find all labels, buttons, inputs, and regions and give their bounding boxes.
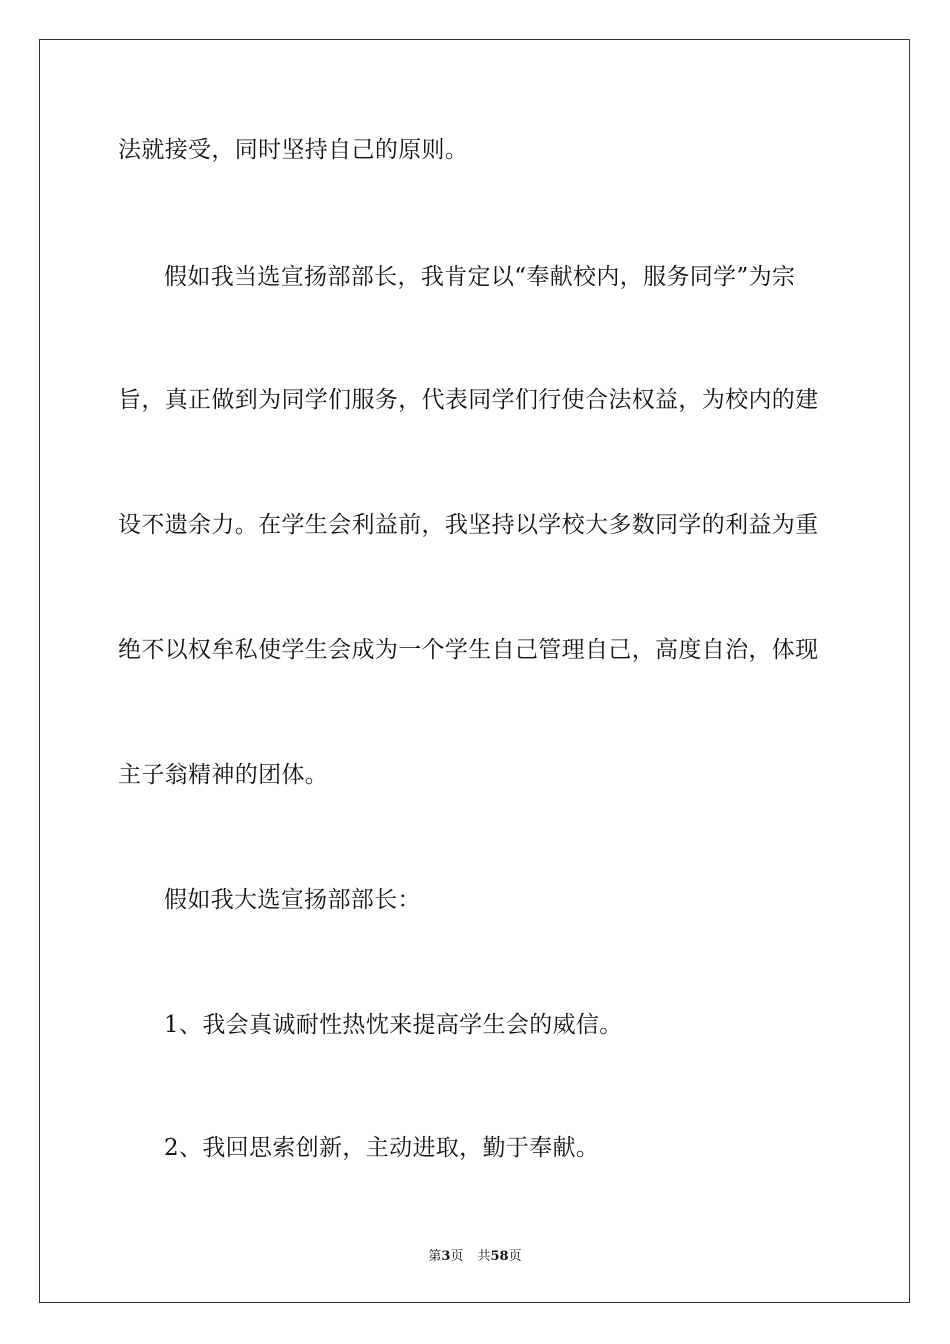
text-line-2: 假如我当选宣扬部部长，我肯定以“奉献校内，服务同学”为宗 [164, 264, 796, 290]
text-line-4: 设不遗余力。在学生会利益前，我坚持以学校大多数同学的利益为重 [118, 512, 819, 538]
total-suffix: 页 [508, 1249, 522, 1264]
text-line-1: 法就接受，同时坚持自己的原则。 [118, 137, 469, 163]
list-item-2: 2、我回思索创新，主动进取，勤于奉献。 [164, 1135, 600, 1161]
page-suffix: 页 [450, 1249, 464, 1264]
list-item-1: 1、我会真诚耐性热忱来提高学生会的威信。 [164, 1012, 623, 1038]
page-footer [0, 1248, 950, 1266]
text-line-7: 假如我大选宣扬部部长： [164, 887, 421, 913]
text-line-5: 绝不以权牟私使学生会成为一个学生自己管理自己，高度自治，体现 [118, 637, 819, 663]
total-prefix: 共 [477, 1249, 491, 1264]
total-pages: 58 [490, 1249, 509, 1264]
text-line-6: 主子翁精神的团体。 [118, 762, 329, 788]
page-prefix: 第 [428, 1249, 442, 1264]
page-number: 3 [441, 1249, 451, 1264]
page-frame [39, 39, 910, 1303]
text-line-3: 旨，真正做到为同学们服务，代表同学们行使合法权益，为校内的建 [118, 387, 819, 413]
